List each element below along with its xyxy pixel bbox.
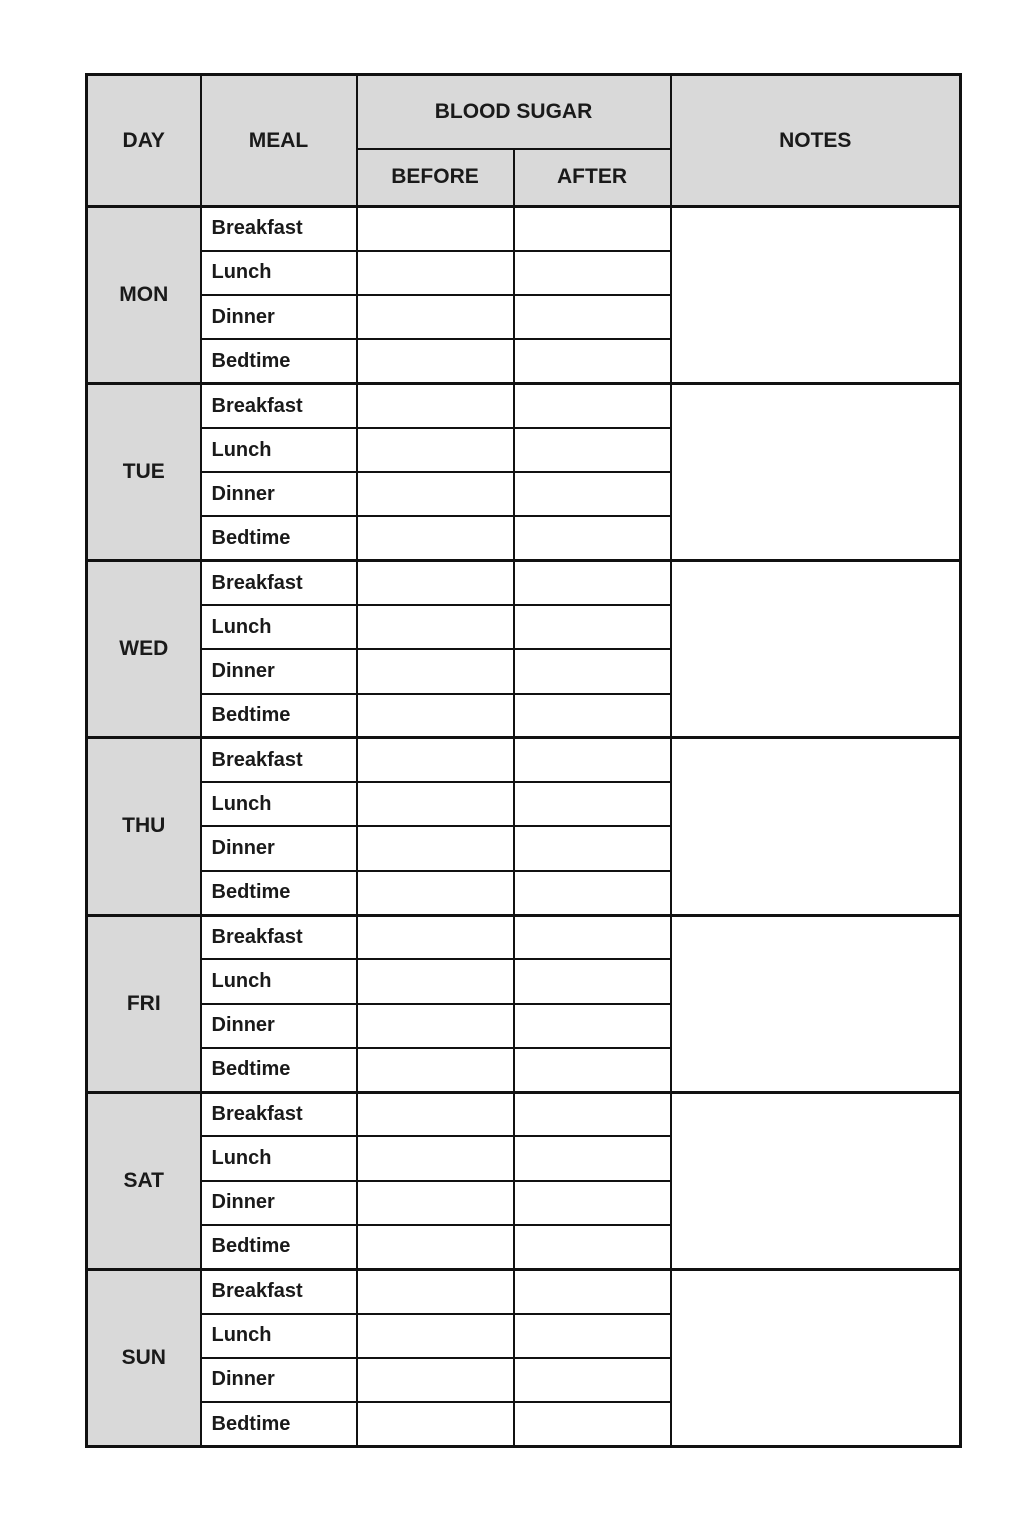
after-cell — [514, 561, 671, 605]
day-cell-sat: SAT — [87, 1092, 201, 1269]
before-cell — [357, 251, 514, 295]
after-cell — [514, 959, 671, 1003]
after-cell — [514, 915, 671, 959]
day-cell-mon: MON — [87, 207, 201, 384]
meal-cell: Lunch — [201, 782, 357, 826]
after-cell — [514, 782, 671, 826]
day-cell-fri: FRI — [87, 915, 201, 1092]
after-cell — [514, 826, 671, 870]
after-cell — [514, 295, 671, 339]
after-cell — [514, 384, 671, 428]
before-cell — [357, 1358, 514, 1402]
meal-cell: Breakfast — [201, 384, 357, 428]
before-cell — [357, 738, 514, 782]
before-cell — [357, 339, 514, 383]
header-meal: MEAL — [201, 75, 357, 207]
header-blood-sugar: BLOOD SUGAR — [357, 75, 671, 149]
meal-cell: Bedtime — [201, 1225, 357, 1269]
after-cell — [514, 1314, 671, 1358]
after-cell — [514, 1402, 671, 1446]
table-row — [87, 561, 961, 605]
after-cell — [514, 649, 671, 693]
day-cell-thu: THU — [87, 738, 201, 915]
before-cell — [357, 384, 514, 428]
meal-cell: Dinner — [201, 472, 357, 516]
meal-cell: Dinner — [201, 1004, 357, 1048]
after-cell — [514, 1048, 671, 1092]
header-notes: NOTES — [671, 75, 961, 207]
before-cell — [357, 826, 514, 870]
table-row — [87, 738, 961, 782]
meal-cell: Dinner — [201, 649, 357, 693]
meal-cell: Lunch — [201, 251, 357, 295]
meal-cell: Bedtime — [201, 1402, 357, 1446]
table-row — [87, 384, 961, 428]
notes-cell — [671, 384, 961, 561]
meal-cell: Lunch — [201, 1136, 357, 1180]
before-cell — [357, 472, 514, 516]
after-cell — [514, 605, 671, 649]
meal-cell: Dinner — [201, 1358, 357, 1402]
header-after: AFTER — [514, 149, 671, 207]
after-cell — [514, 339, 671, 383]
notes-cell — [671, 561, 961, 738]
meal-cell: Dinner — [201, 1181, 357, 1225]
after-cell — [514, 1092, 671, 1136]
table-row — [87, 1269, 961, 1313]
before-cell — [357, 1048, 514, 1092]
notes-cell — [671, 1092, 961, 1269]
meal-cell: Breakfast — [201, 561, 357, 605]
meal-cell: Dinner — [201, 826, 357, 870]
before-cell — [357, 1181, 514, 1225]
day-cell-sun: SUN — [87, 1269, 201, 1446]
before-cell — [357, 561, 514, 605]
before-cell — [357, 1004, 514, 1048]
notes-cell — [671, 207, 961, 384]
day-cell-tue: TUE — [87, 384, 201, 561]
meal-cell: Bedtime — [201, 516, 357, 560]
after-cell — [514, 428, 671, 472]
meal-cell: Lunch — [201, 959, 357, 1003]
before-cell — [357, 1136, 514, 1180]
meal-cell: Bedtime — [201, 1048, 357, 1092]
before-cell — [357, 1269, 514, 1313]
before-cell — [357, 1225, 514, 1269]
after-cell — [514, 472, 671, 516]
after-cell — [514, 251, 671, 295]
before-cell — [357, 295, 514, 339]
meal-cell: Breakfast — [201, 915, 357, 959]
after-cell — [514, 1004, 671, 1048]
day-cell-wed: WED — [87, 561, 201, 738]
before-cell — [357, 428, 514, 472]
meal-cell: Breakfast — [201, 207, 357, 251]
meal-cell: Lunch — [201, 1314, 357, 1358]
before-cell — [357, 1314, 514, 1358]
meal-cell: Dinner — [201, 295, 357, 339]
meal-cell: Bedtime — [201, 871, 357, 915]
before-cell — [357, 207, 514, 251]
after-cell — [514, 1181, 671, 1225]
meal-cell: Bedtime — [201, 694, 357, 738]
notes-cell — [671, 1269, 961, 1446]
before-cell — [357, 915, 514, 959]
notes-cell — [671, 915, 961, 1092]
table-row — [87, 1092, 961, 1136]
meal-cell: Lunch — [201, 605, 357, 649]
before-cell — [357, 1092, 514, 1136]
blood-sugar-log-table — [85, 73, 962, 1448]
header-day: DAY — [87, 75, 201, 207]
before-cell — [357, 694, 514, 738]
after-cell — [514, 1269, 671, 1313]
before-cell — [357, 649, 514, 693]
meal-cell: Lunch — [201, 428, 357, 472]
notes-cell — [671, 738, 961, 915]
before-cell — [357, 516, 514, 560]
after-cell — [514, 1358, 671, 1402]
after-cell — [514, 694, 671, 738]
before-cell — [357, 1402, 514, 1446]
after-cell — [514, 207, 671, 251]
header-row — [87, 75, 961, 149]
meal-cell: Breakfast — [201, 738, 357, 782]
after-cell — [514, 1225, 671, 1269]
before-cell — [357, 959, 514, 1003]
table-row — [87, 915, 961, 959]
meal-cell: Breakfast — [201, 1092, 357, 1136]
after-cell — [514, 871, 671, 915]
after-cell — [514, 1136, 671, 1180]
before-cell — [357, 782, 514, 826]
after-cell — [514, 738, 671, 782]
header-before: BEFORE — [357, 149, 514, 207]
table-row — [87, 207, 961, 251]
meal-cell: Breakfast — [201, 1269, 357, 1313]
after-cell — [514, 516, 671, 560]
meal-cell: Bedtime — [201, 339, 357, 383]
before-cell — [357, 605, 514, 649]
before-cell — [357, 871, 514, 915]
